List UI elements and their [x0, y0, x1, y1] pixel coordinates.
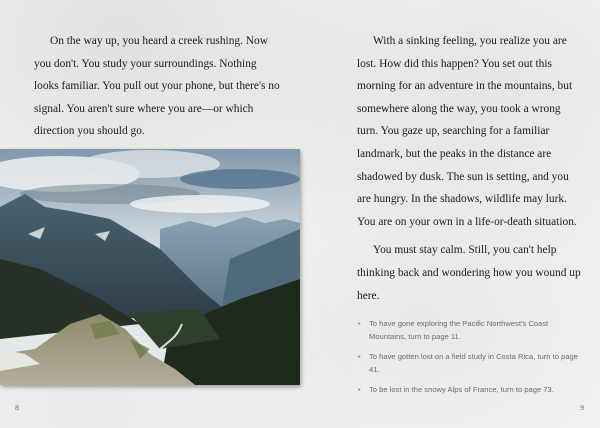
paragraph: On the way up, you heard a creek rushing. Now you don't. You study your surroundings. Nothing looks familiar. You pull out your phone, but there's no signal. You aren't sure where you are—or which direction you should go.	[34, 35, 280, 138]
choice-item: • To have gotten lost on a field study in Costa Rica, turn to page 41.	[358, 351, 578, 376]
mountain-photo	[0, 149, 300, 385]
page-number: 9	[580, 403, 585, 412]
left-page-body	[34, 30, 284, 149]
choice-item: • To be lost in the snowy Alps of France, turn to page 73.	[358, 384, 578, 397]
choice-item: • To have gone exploring the Pacific Northwest's Coast Mountains, turn to page 11.	[358, 318, 578, 343]
paragraph: You must stay calm. Still, you can't help thinking back and wondering how you wound up here.	[357, 244, 581, 302]
right-page-body	[357, 30, 583, 313]
choice-list	[358, 318, 578, 405]
page-number: 8	[15, 403, 20, 412]
paragraph: With a sinking feeling, you realize you are lost. How did this happen? You set out this morning for an adventure in the mountains, but somewhere along the way, you took a wrong turn. You gaze up, searching for a familiar landmark, but the peaks in the distance are shadowed by dusk. The sun is setting, and you are hungry. In the shadows, wildlife may lurk. You are on your own in a life-or-death situation.	[357, 35, 577, 228]
